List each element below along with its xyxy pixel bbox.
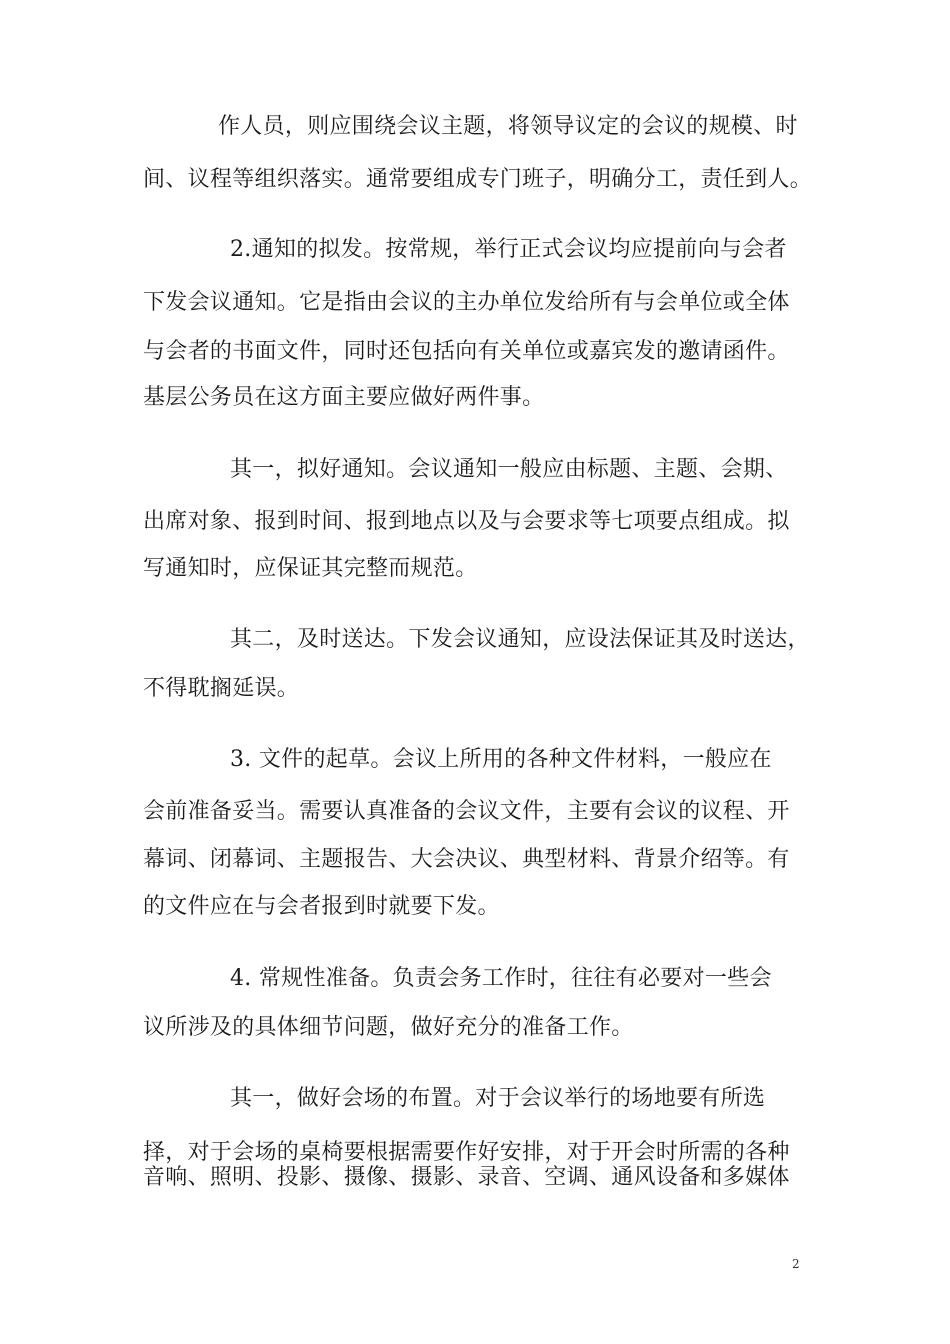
text-line: 议所涉及的具体细节问题，做好充分的准备工作。 xyxy=(143,1015,634,1040)
text-line: 不得耽搁延误。 xyxy=(143,676,300,701)
text-line: 幕词、闭幕词、主题报告、大会决议、典型材料、背景介绍等。有 xyxy=(143,847,790,872)
text-line: 作人员，则应围绕会议主题，将领导议定的会议的规模、时 xyxy=(218,114,798,139)
text-line: 出席对象、报到时间、报到地点以及与会要求等七项要点组成。拟 xyxy=(143,509,790,534)
text-line: 4. 常规性准备。负责会务工作时，往往有必要对一些会 xyxy=(230,966,772,991)
text-line: 会前准备妥当。需要认真准备的会议文件，主要有会议的议程、开 xyxy=(143,799,790,824)
text-line: 3. 文件的起草。会议上所用的各种文件材料，一般应在 xyxy=(230,747,772,772)
text-line: 间、议程等组织落实。通常要组成专门班子，明确分工，责任到人。 xyxy=(143,167,813,192)
text-line: 的文件应在与会者报到时就要下发。 xyxy=(143,894,500,919)
text-line: 其一，做好会场的布置。对于会议举行的场地要有所选 xyxy=(230,1086,766,1111)
text-line: 其一，拟好通知。会议通知一般应由标题、主题、会期、 xyxy=(230,457,788,482)
text-line: 下发会议通知。它是指由会议的主办单位发给所有与会单位或全体 xyxy=(143,290,790,315)
text-line: 与会者的书面文件，同时还包括向有关单位或嘉宾发的邀请函件。 xyxy=(143,339,790,364)
text-line: 基层公务员在这方面主要应做好两件事。 xyxy=(143,385,545,410)
page-number: 2 xyxy=(792,1257,800,1271)
text-line: 写通知时，应保证其完整而规范。 xyxy=(143,556,478,581)
text-line: 2.通知的拟发。按常规，举行正式会议均应提前向与会者 xyxy=(230,237,787,262)
text-line: 择，对于会场的桌椅要根据需要作好安排，对于开会时所需的各种 xyxy=(143,1140,790,1165)
text-line: 音响、照明、投影、摄像、摄影、录音、空调、通风设备和多媒体 xyxy=(143,1165,790,1190)
text-line: 其二，及时送达。下发会议通知，应设法保证其及时送达， xyxy=(230,627,810,652)
